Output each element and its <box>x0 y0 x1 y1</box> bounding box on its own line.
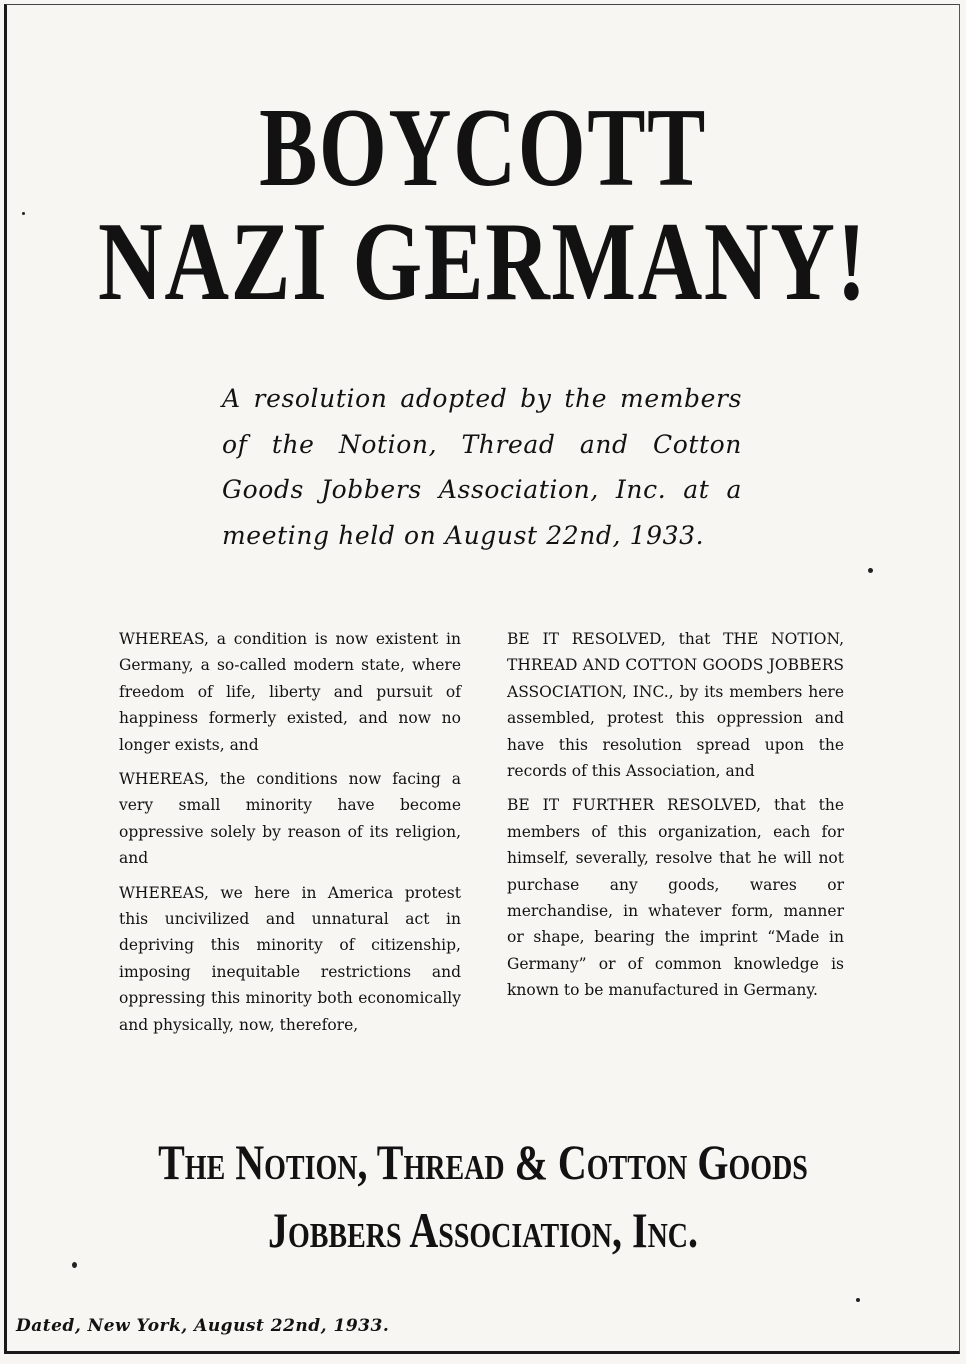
dated-line: Dated, New York, August 22nd, 1933. <box>16 1316 390 1336</box>
intro-line-1: A resolution adopted by the members <box>222 384 742 413</box>
whereas-paragraph-1: WHEREAS, a condition is now existent in Germany, a so-called modern state, where freedom of life, liberty and pursuit of happiness formerly existed, and now no longer exists, and <box>119 630 461 754</box>
resolved-column <box>507 626 844 1012</box>
print-speck <box>856 1298 860 1302</box>
association-signature-line-1: The Notion, Thread & Cotton Goods <box>158 1134 808 1190</box>
print-speck <box>72 1262 77 1268</box>
intro-line-2: of the Notion, Thread and Cotton <box>222 429 742 459</box>
whereas-paragraph-3: WHEREAS, we here in America protest this uncivilized and unnatural act in depriving this minority of citizenship, imposing inequitable restrictions and oppressing this minority both economically and physically, now, therefore, <box>119 883 461 1034</box>
print-speck <box>868 568 873 573</box>
headline-nazi-germany: NAZI GERMANY! <box>98 200 868 324</box>
resolution-intro <box>222 376 742 558</box>
headline-boycott: BOYCOTT <box>259 86 707 210</box>
whereas-paragraph-2: WHEREAS, the conditions now facing a very small minority have become oppressive solely by reason of its religion, and <box>119 770 461 868</box>
whereas-column <box>119 626 461 1046</box>
print-speck <box>22 212 25 215</box>
resolved-paragraph-2: BE IT FURTHER RESOLVED, that the members of this organization, each for himself, severally, resolve that he will not purchase any goods, wares or merchandise, in whatever form, manner or shape, bearing the imprint “Made in Germany” or of common knowledge is known to be manufactured in Germany. <box>507 796 844 1000</box>
association-signature-line-2: Jobbers Association, Inc. <box>267 1202 699 1258</box>
intro-line-4: meeting held on August 22nd, 1933. <box>222 520 705 550</box>
intro-line-3: Goods Jobbers Association, Inc. at a <box>222 475 742 504</box>
resolved-paragraph-1: BE IT RESOLVED, that THE NOTION, THREAD AND COTTON GOODS JOBBERS ASSOCIATION, INC., by its members here assembled, protest this oppression and have this resolution spread upon the records of this Association, and <box>507 630 844 781</box>
